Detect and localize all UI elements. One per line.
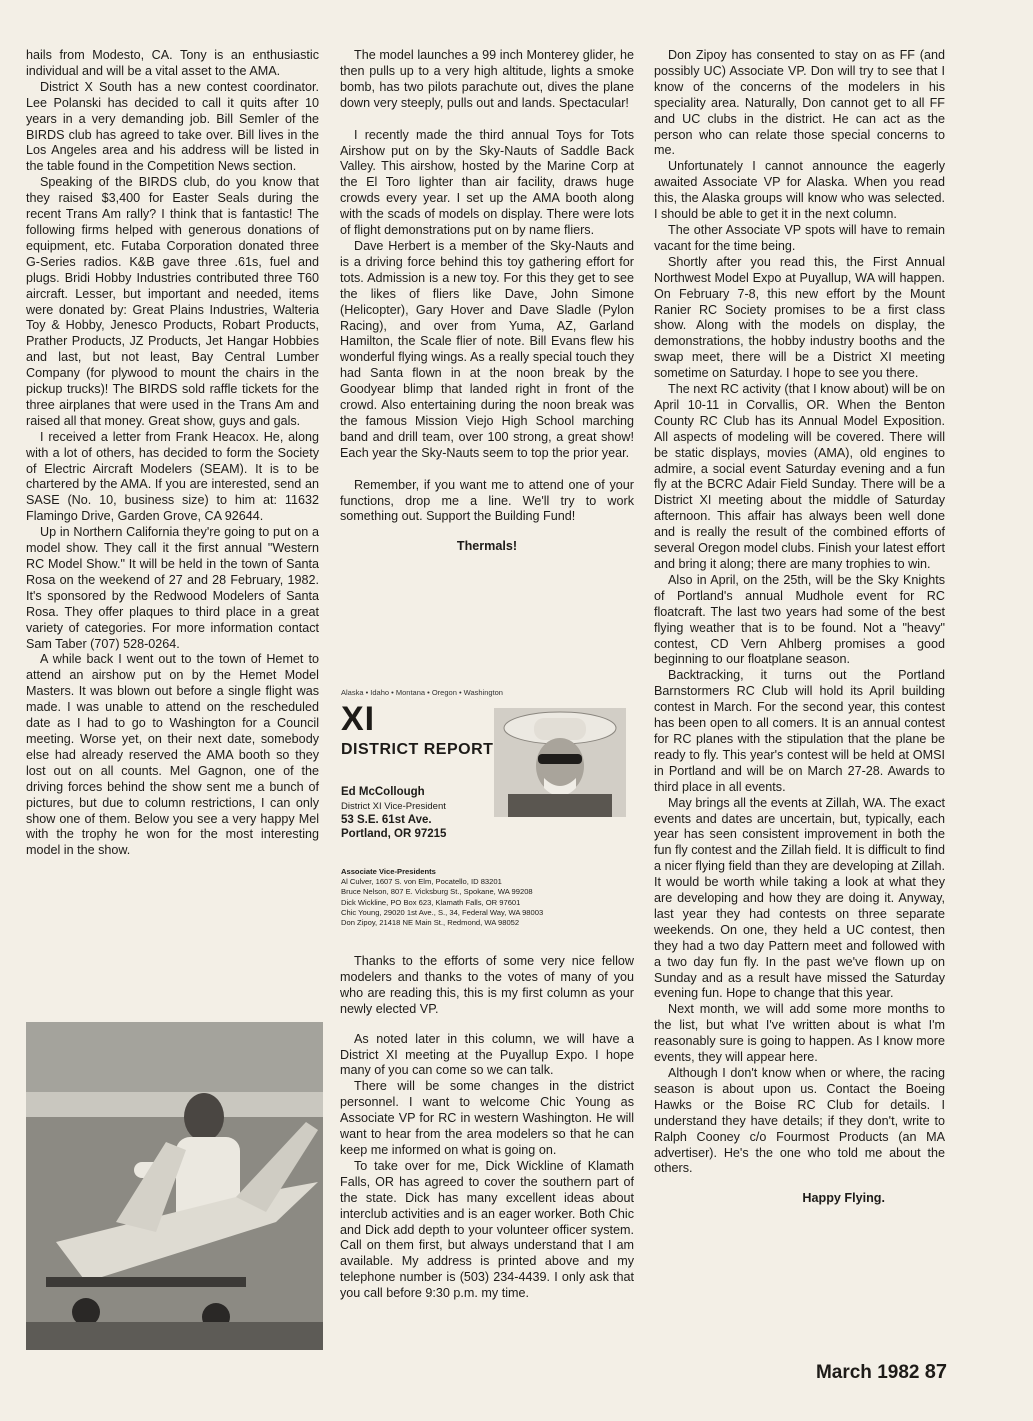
paragraph: The next RC activity (that I know about) will be on April 10-11 in Corvallis, OR. When the Benton County RC Club has its Annual Model Exposition. All aspects of modeling will be covered. There will be static displays, movies (AMA), old engines to admire, a social event Saturday evening and a fun fly at the BCRC Adair Field Sunday. There will be a District XI meeting about the middle of Saturday afternoon. This affair has always been well done and is really the result of the combined efforts of several Oregon model clubs. Finish your latest effort and bring it along; there are many trophies to win.	[654, 382, 945, 571]
photo-mel-gagnon-with-model	[26, 1022, 323, 1350]
paragraph: A while back I went out to the town of Hemet to attend an airshow put on by the Hemet Model Masters. It was blown out before a single flight was made. I was unable to attend on the rescheduled date as I had to go to Washington for a Council meeting. Worse yet, on their next date, somebody else had already reserved the AMA booth so they lost out on all counts. Mel Gagnon, one of the driving forces behind the show sent me a bunch of pictures, but due to column restrictions, I can only show one of them. Below you see a very happy Mel with the trophy he won for the most interesting model in the show.	[26, 652, 319, 858]
vp-title: District XI Vice-President	[341, 801, 446, 812]
paragraph: The other Associate VP spots will have to remain vacant for the time being.	[654, 222, 945, 253]
vp-address-line-2: Portland, OR 97215	[341, 828, 447, 840]
paragraph: Also in April, on the 25th, will be the Sky Knights of Portland's annual Mudhole event for RC floatcraft. The last two years had some of the best flying weather that is to be found. Not a "heavy" contest, CD Vern Ahlberg promises a good beginning to our floatplane season.	[654, 572, 945, 667]
paragraph: May brings all the events at Zillah, WA. The exact events and dates are uncertain, but, typically, each year has seen consistent improvement in both the fun fly contest and the Zillah field. It is difficult to find a nicer flying field than they are developing at Zillah. It would be worth while taking a look at what they are developing and how they are doing it. Anyway, last year they had contests on three separate weekends. On one, they held a UC contest, then they had a two day Pattern meet and followed with a two day fun fly. In the past we've flown up on Sunday and as a result have missed the Saturday evening fun. Hope to change that this year.	[654, 795, 945, 1001]
photo-ed-mccollough	[494, 708, 626, 817]
paragraph: To take over for me, Dick Wickline of Klamath Falls, OR has agreed to cover the southern part of the state. Dick has many excellent ideas about interclub activities and is an eager worker. Both Chic and Dick add depth to your volunteer officer system. Call on them first, but always understand that I am available. My address is printed above and my telephone number is (503) 234-4439. I only ask that you call before 9:30 p.m. my time.	[340, 1158, 634, 1301]
vp-name: Ed McCollough	[341, 786, 425, 798]
paragraph: Remember, if you want me to attend one of your functions, drop me a line. We'll try to work something out. Support the Building Fund!	[340, 477, 634, 524]
paragraph: As noted later in this column, we will have a District XI meeting at the Puyallup Expo. I hope many of you can come so we can talk.	[340, 1031, 634, 1078]
signoff-happy-flying: Happy Flying.	[802, 1191, 885, 1206]
paragraph: I received a letter from Frank Heacox. He, along with a lot of others, has decided to form the Society of Electric Aircraft Modelers (SEAM). It is to be chartered by the AMA. If you are interested, send an SASE (No. 10, business size) to him at: 11632 Flamingo Drive, Garden Grove, CA 92644.	[26, 429, 319, 524]
associate-vp-entry: Al Culver, 1607 S. von Elm, Pocatello, ID 83201	[341, 877, 502, 887]
associate-vp-entry: Bruce Nelson, 807 E. Vicksburg St., Spokane, WA 99208	[341, 887, 533, 897]
paragraph: Backtracking, it turns out the Portland Barnstormers RC Club will hold its April building contest in March. For the second year, this contest has been open to all comers. It is an annual contest for RC planes with the stipulation that the plane be ready to fly. This year's contest will be held at OMSI in Portland and will be on March 27-28. Awards to third place in all events.	[654, 668, 945, 794]
paragraph: District X South has a new contest coordinator. Lee Polanski has decided to call it quits after 10 years in a very demanding job. Bill Semler of the BIRDS club has agreed to take over. Bill lives in the Los Angeles area and his address will be listed in the table found in the Competition News section.	[26, 79, 319, 174]
page-number: 87	[924, 1361, 947, 1383]
associate-vp-heading: Associate Vice-Presidents	[341, 867, 436, 876]
district-report-title: DISTRICT REPORT	[341, 741, 494, 758]
column-2-lower	[340, 954, 634, 1302]
portrait-illustration	[494, 708, 626, 817]
paragraph: hails from Modesto, CA. Tony is an enthusiastic individual and will be a vital asset to the AMA.	[26, 48, 319, 78]
paragraph: Shortly after you read this, the First Annual Northwest Model Expo at Puyallup, WA will happen. On February 7-8, this new effort by the Mount Ranier RC Society promises to be a first class show. Along with the models on display, the demonstrations, the hobby industry booths and the swap meet, there will be a District XI meeting sometime on Saturday. I hope to see you there.	[654, 254, 945, 381]
column-2	[340, 48, 634, 555]
page-footer	[816, 1361, 947, 1384]
paragraph: The model launches a 99 inch Monterey glider, he then pulls up to a very high altitude, lights a smoke bomb, has two pilots parachute out, dives the plane down very steeply, pulls out and lands. Spectacular!	[340, 48, 634, 110]
paragraph: Don Zipoy has consented to stay on as FF (and possibly UC) Associate VP. Don will try to see that I know of the concerns of the modelers in his speciality area. Naturally, Don cannot get to all FF and UC clubs in the district. He can act as the person who can relate those special concerns to me.	[654, 48, 945, 158]
associate-vp-list	[341, 867, 636, 928]
paragraph: I recently made the third annual Toys for Tots Airshow put on by the Sky-Nauts of Saddle Back Valley. This airshow, hosted by the Marine Corp at the El Toro lighter than air facility, draws huge crowds every year. I set up the AMA booth along with the scads of models on display. There were lots of flight demonstrations put on by name fliers.	[340, 127, 634, 238]
district-states: Alaska • Idaho • Montana • Oregon • Washington	[341, 688, 503, 697]
paragraph: Thanks to the efforts of some very nice fellow modelers and thanks to the votes of many of you who are reading this, this is my first column as your newly elected VP.	[340, 954, 634, 1016]
paragraph: There will be some changes in the district personnel. I want to welcome Chic Young as Associate VP for RC in western Washington. He will want to hear from the area modelers so that he can keep me informed on what is going on.	[340, 1079, 634, 1157]
photo-illustration	[26, 1022, 323, 1350]
paragraph: Although I don't know when or where, the racing season is about upon us. Contact the Boeing Hawks or the Boise RC Club for details. I understand they have details; if they don't, write to Ralph Cooney c/o Fourmost Products (an MA advertiser). He's the one who told me about the others.	[654, 1066, 945, 1176]
paragraph: Dave Herbert is a member of the Sky-Nauts and is a driving force behind this toy gathering effort for tots. Admission is a new toy. For this they get to see the likes of fliers like Dave, John Simone (Helicopter), Gary Hover and Dave Sladle (Pylon Racing), and over from Yuma, AZ, Garland Hamilton, the Scale flier of note. Bill Evans flew his wonderful flying wings. As a really special touch they had Santa flown in at the noon break by the Goodyear blimp that landed right in front of the crowd. Also entertaining during the noon break was the famous Mission Viejo High School marching band and drill team, over 100 strong, a great show! Each year the Sky-Nauts seem to top the prior year.	[340, 238, 634, 460]
column-3	[654, 48, 945, 1207]
signoff-thermals: Thermals!	[456, 539, 518, 554]
column-1	[26, 48, 319, 859]
associate-vp-entry: Chic Young, 29020 1st Ave., S., 34, Federal Way, WA 98003	[341, 907, 544, 917]
paragraph: Next month, we will add some more months to the list, but what I've written about is what I'm reasonably sure is going to happen. As I know more events, they will appear here.	[654, 1002, 945, 1065]
issue-date: March 1982	[815, 1362, 920, 1383]
vp-address-line-1: 53 S.E. 61st Ave.	[341, 814, 432, 826]
paragraph: Unfortunately I cannot announce the eagerly awaited Associate VP for Alaska. When you read this, the Alaska groups will know who was selected. I should be able to get it in the next column.	[654, 159, 945, 222]
associate-vp-entry: Dick Wickline, PO Box 623, Klamath Falls, OR 97601	[341, 897, 521, 907]
associate-vp-entry: Don Zipoy, 21418 NE Main St., Redmond, WA 98052	[341, 918, 520, 928]
paragraph: Speaking of the BIRDS club, do you know that they raised $3,400 for Easter Seals during the recent Trans Am rally? I think that is fantastic! The following firms helped with generous donations of equipment, etc. Futaba Corporation donated three G-Series radios. K&B gave three .61s, fuel and plugs. Bridi Hobby Industries contributed three T60 aircraft. Lesser, but important and needed, items were donated by: Great Plains Industries, Walteria Toy & Hobby, Jenesco Products, Robart Products, Prather Products, JZ Products, Jet Hangar Hobbies and last, but not least, Bay Central Lumber Company (for plywood to mount the chairs in the pickup trucks)! The BIRDS sold raffle tickets for the three airplanes that were used in the Trans Am and raised all that money. Great show, guys and gals.	[26, 175, 319, 428]
district-number: XI	[341, 700, 376, 738]
paragraph: Up in Northern California they're going to put on a model show. They call it the first annual "Western RC Model Show." It will be held in the town of Santa Rosa on the weekend of 27 and 28 February, 1982. It's sponsored by the Redwood Modelers of Santa Rosa. They offer plaques to third place in a great variety of categories. For more information contact Sam Taber (707) 528-0264.	[26, 525, 319, 651]
